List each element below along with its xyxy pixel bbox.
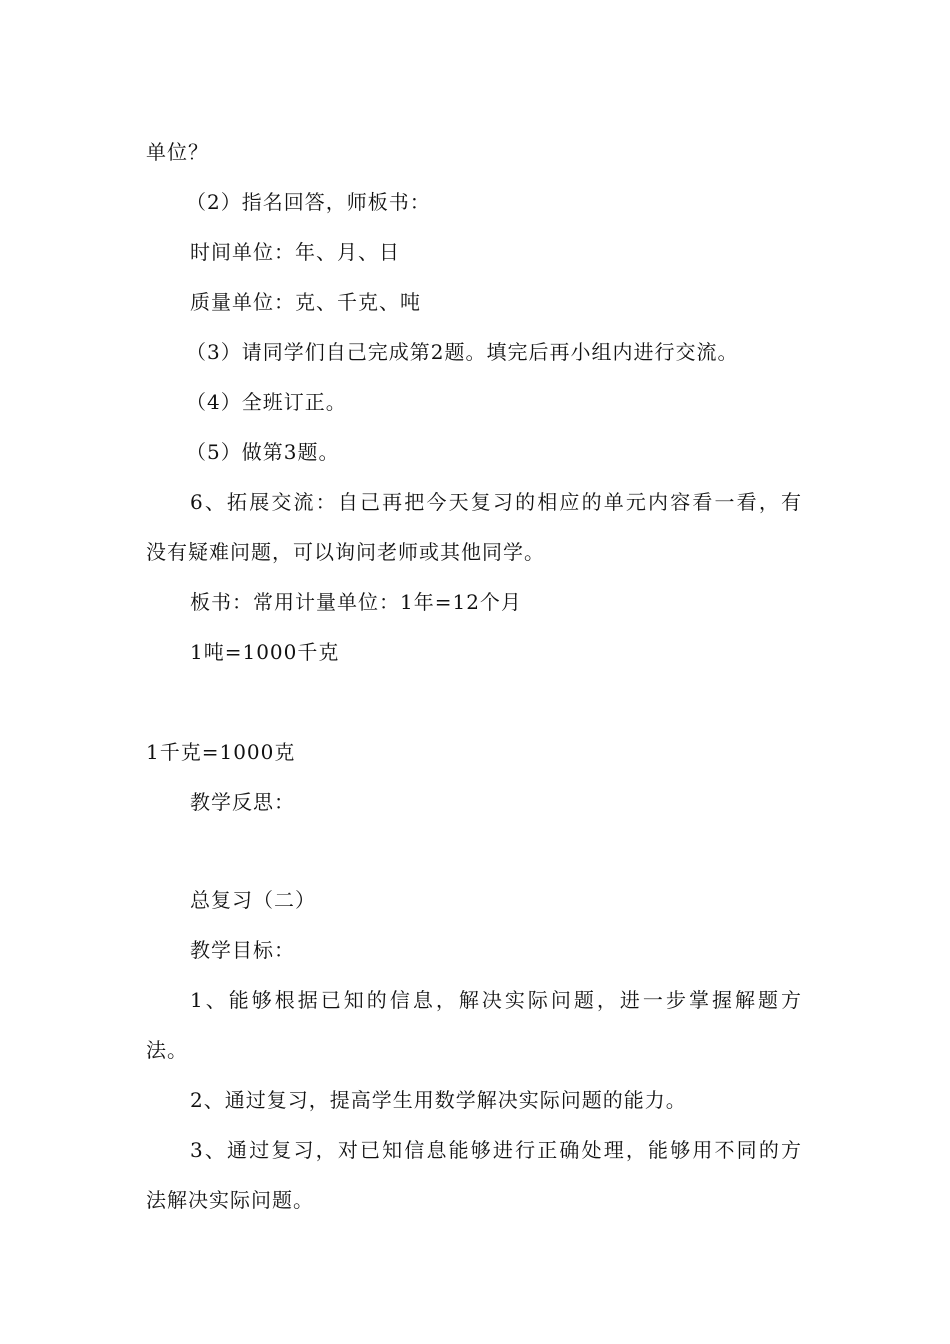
text-line: 法解决实际问题。 <box>146 1188 314 1212</box>
text-line: 3、通过复习，对已知信息能够进行正确处理，能够用不同的方 <box>190 1138 802 1162</box>
text-line: （4）全班订正。 <box>186 390 347 414</box>
text-line: 法。 <box>146 1038 188 1062</box>
text-line: （5）做第3题。 <box>186 440 340 464</box>
text-line: 教学反思： <box>190 790 295 814</box>
section-title: 总复习（二） <box>190 888 316 912</box>
text-line: 没有疑难问题，可以询问老师或其他同学。 <box>146 540 545 564</box>
text-line: 1吨=1000千克 <box>190 640 340 664</box>
text-line: 质量单位：克、千克、吨 <box>190 290 421 314</box>
text-line: 板书：常用计量单位：1年=12个月 <box>190 590 522 614</box>
text-line: （2）指名回答，师板书： <box>186 190 431 214</box>
text-line: 教学目标： <box>190 938 295 962</box>
text-line: 1千克=1000克 <box>146 740 296 764</box>
text-line: 1、能够根据已知的信息，解决实际问题，进一步掌握解题方 <box>190 988 802 1012</box>
text-line: 时间单位：年、月、日 <box>190 240 400 264</box>
text-line: 2、通过复习，提高学生用数学解决实际问题的能力。 <box>190 1088 687 1112</box>
text-line: 6、拓展交流：自己再把今天复习的相应的单元内容看一看，有 <box>190 490 802 514</box>
text-line: （3）请同学们自己完成第2题。填完后再小组内进行交流。 <box>186 340 739 364</box>
text-line: 单位？ <box>146 140 209 164</box>
